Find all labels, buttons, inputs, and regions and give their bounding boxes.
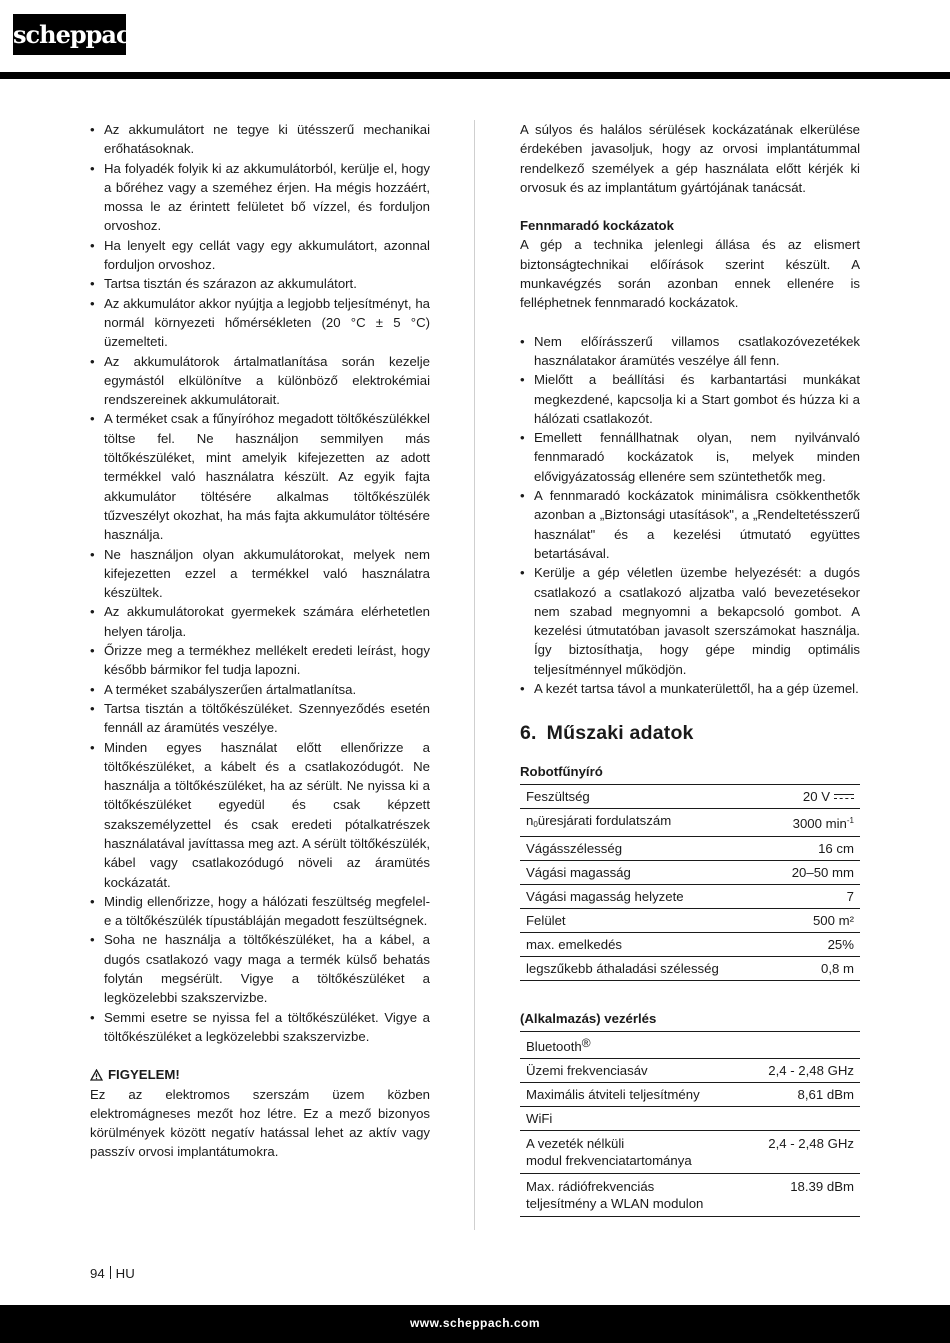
table-row xyxy=(520,908,860,932)
battery-safety-list xyxy=(90,120,430,1046)
section-title-text: Műszaki adatok xyxy=(546,722,694,745)
table-row xyxy=(520,1174,860,1217)
list-item: • Semmi esetre se nyissa fel a töltőkészüléket. Vigye a töltőkészüléket a legközelebbi szakszervizbe. xyxy=(90,1008,430,1047)
spec-label: Vágási magasság xyxy=(526,864,631,880)
spec-label: WiFi xyxy=(526,1111,553,1127)
spec-label: Max. rádiófrekvenciás teljesítmény a WLAN modulon xyxy=(526,1179,704,1212)
table-row xyxy=(520,1107,860,1131)
residual-risks-heading: Fennmaradó kockázatok xyxy=(520,218,674,234)
spec-label: Felület xyxy=(526,912,566,928)
spec-label: $n_0üresjárati$ fordulatszám xyxy=(526,812,672,829)
warning-heading xyxy=(90,1065,430,1084)
table-row xyxy=(520,808,860,836)
table-row xyxy=(520,1083,860,1107)
spec-value: 500 m² xyxy=(812,912,854,928)
list-item: • Az akkumulátort ne tegye ki ütésszerű mechanikai erőhatásoknak. xyxy=(90,120,430,159)
spec-label: max. emelkedés xyxy=(526,936,623,952)
spec-label: Vágási magasság helyzete xyxy=(526,888,684,904)
spec-label: Feszültség xyxy=(526,788,590,804)
list-item: • Soha ne használja a töltőkészüléket, ha a kábel, a dugós csatlakozó vagy maga a termék külső behatás folytán megsérült. Vigye a töltőkészüléket a legközelebbi szakszervizbe. xyxy=(90,930,430,1007)
list-item: • Mindig ellenőrizze, hogy a hálózati feszültség megfelel-e a töltőkészülék típustábláján megadott feszültségnek. xyxy=(90,892,430,931)
list-item: • Az akkumulátorok ártalmatlanítása során kezelje egymástól elkülönítve a különböző elektrokémiai rendszereinek akkumulátorait. xyxy=(90,352,430,410)
page-number: 94 xyxy=(90,1266,105,1281)
scheppach-logo: scheppach xyxy=(13,14,126,55)
spec-value: 0,8 m xyxy=(821,960,854,976)
list-item: • A fennmaradó kockázatok minimálisra csökkenthetők azonban a „Biztonsági utasítások", a „Rendeltetésszerű használat" és a kezelési útmutató együttes betartásával. xyxy=(520,486,860,563)
website-url: www.scheppach.com xyxy=(409,1316,541,1330)
spec-label: Maximális átviteli teljesítmény xyxy=(526,1087,700,1103)
warning-text: Ez az elektromos szerszám üzem közben elektromágneses mezőt hoz létre. Ez a mező bizonyos körülmények között negatív hatással lehet az aktív vagy passzív orvosi implantátumokra. xyxy=(90,1086,430,1160)
list-item: • A terméket csak a fűnyíróhoz megadott töltőkészülékkel töltse fel. Ne használjon semmilyen más töltőkészüléket, mint amelyik kifejezetten az adott termékkel való használatra készült. Az egyik fajta akkumulátor töltésére alkalmas töltőkészülék tűzveszélyt okozhat, ha más fajta akkumulátor töltésére használja. xyxy=(90,409,430,544)
warning-title: FIGYELEM! xyxy=(108,1067,180,1083)
column-divider xyxy=(474,120,475,1230)
list-item: • Tartsa tisztán a töltőkészüléket. Szennyeződés esetén fennáll az áramütés veszélye. xyxy=(90,699,430,738)
list-item: • Mielőtt a beállítási és karbantartási munkákat megkezdené, kapcsolja ki a Start gombot és húzza ki a hálózati csatlakozót. xyxy=(520,370,860,428)
table-row xyxy=(520,932,860,956)
right-column xyxy=(520,120,860,1217)
table-row xyxy=(520,1059,860,1083)
page-footer xyxy=(90,1266,135,1281)
list-item: • Emellett fennállhatnak olyan, nem nyilvánvaló fennmaradó kockázatok is, melyek minden elővigyázatosság ellenére sem szüntethetők meg. xyxy=(520,428,860,486)
footer-separator xyxy=(110,1266,111,1279)
table-row xyxy=(520,884,860,908)
table-row xyxy=(520,1032,860,1059)
control-table-title: (Alkalmazás) vezérlés xyxy=(520,1010,657,1026)
list-item: • Ha folyadék folyik ki az akkumulátorból, kerülje el, hogy a bőréhez vagy a szeméhez érjen. Ha mégis hozzáért, mossa le az érintett felületet bő vízzel, és forduljon orvoshoz. xyxy=(90,159,430,236)
list-item: • Az akkumulátor akkor nyújtja a legjobb teljesítményt, ha normál környezeti hőmérsékleten (20 °C ± 5 °C) üzemelteti. xyxy=(90,294,430,352)
spec-label: legszűkebb áthaladási szélesség xyxy=(526,960,719,976)
spec-value: 2,4 - 2,48 GHz xyxy=(768,1063,854,1079)
spec-value: 25% xyxy=(827,936,854,952)
list-item: • Őrizze meg a termékhez mellékelt eredeti leírást, hogy később bármikor fel tudja lapozni. xyxy=(90,641,430,680)
table-row xyxy=(520,784,860,808)
list-item: • Az akkumulátorokat gyermekek számára elérhetetlen helyen tárolja. xyxy=(90,602,430,641)
residual-risks-text: A gép a technika jelenlegi állása és az elismert biztonságtechnikai előírások szerint készült. A munkavégzés során azonban ennek ellenére is felléphetnek fennmaradó kockázatok. xyxy=(520,237,860,311)
spec-value: 18.39 dBm xyxy=(790,1179,854,1195)
list-item: • Nem előírásszerű villamos csatlakozóvezetékek használatakor áramütés veszélye áll fenn. xyxy=(520,332,860,371)
website-footer-bar xyxy=(0,1305,950,1343)
list-item: • Ne használjon olyan akkumulátorokat, melyek nem kifejezetten ezzel a termékkel való használatra készültek. xyxy=(90,545,430,603)
spec-value: 2,4 - 2,48 GHz xyxy=(768,1136,854,1152)
spec-label: A vezeték nélküli modul frekvenciatartománya xyxy=(526,1136,692,1169)
table-row xyxy=(520,836,860,860)
spec-label: Vágásszélesség xyxy=(526,840,623,856)
section-number: 6. xyxy=(520,722,537,745)
control-spec-table xyxy=(520,1031,860,1217)
left-column xyxy=(90,120,430,1162)
language-code: HU xyxy=(115,1266,135,1281)
spec-value: 7 xyxy=(846,888,854,904)
residual-risks-list xyxy=(520,332,860,699)
table-row xyxy=(520,860,860,884)
spec-value: 20 V xyxy=(769,784,860,808)
mower-spec-table xyxy=(520,784,860,981)
list-item: • Minden egyes használat előtt ellenőrizze a töltőkészüléket, a kábelt és a csatlakozódugót. Ne használja a töltőkészüléket, ha az sérült. Ne nyissa ki a töltőkészüléket egyedül és csak képzett szakszemélyzettel és csak eredeti pótalkatrészek használatával javíttassa meg azt. A sérült töltőkészülék, kábel vagy csatlakozódugó növeli az áramütés kockázatát. xyxy=(90,738,430,892)
spec-value: 8,61 dBm xyxy=(797,1087,854,1103)
list-item: • Ha lenyelt egy cellát vagy egy akkumulátort, azonnal forduljon orvoshoz. xyxy=(90,236,430,275)
table-row xyxy=(520,1131,860,1174)
spec-label: Üzemi frekvenciasáv xyxy=(526,1063,648,1079)
implant-advice-text: A súlyos és halálos sérülések kockázatának elkerülése érdekében javasoljuk, hogy az orvosi implantátummal rendelkező személyek a gép használata előtt kérjék ki orvosuk és az implantátum gyártójának tanácsát. xyxy=(520,122,860,195)
spec-value: 16 cm xyxy=(818,840,854,856)
spec-value: 3000 $\min^{-1}$ xyxy=(792,815,854,831)
dc-symbol-icon xyxy=(834,792,854,802)
list-item: • Kerülje a gép véletlen üzembe helyezését: a dugós csatlakozó a csatlakozó aljzatba való bevezetésekor nem szabad megnyomni a bekapcsoló gombot. A kezelési útmutatóban javasolt szerszámokat használja. Így biztosíthatja, hogy gépe mindig optimális teljesítménnyel működjön. xyxy=(520,563,860,679)
list-item: • A kezét tartsa távol a munkaterülettől, ha a gép üzemel. xyxy=(520,679,860,698)
spec-label: Bluetooth® xyxy=(526,1036,591,1055)
mower-table-title: Robotfűnyíró xyxy=(520,763,603,779)
spec-value: 20–50 mm xyxy=(791,864,854,880)
section-title xyxy=(520,724,860,743)
table-row xyxy=(520,956,860,980)
list-item: • A terméket szabályszerűen ártalmatlanítsa. xyxy=(90,680,430,699)
list-item: • Tartsa tisztán és szárazon az akkumulátort. xyxy=(90,274,430,293)
warning-triangle-icon xyxy=(90,1069,103,1081)
header-rule xyxy=(0,72,950,79)
